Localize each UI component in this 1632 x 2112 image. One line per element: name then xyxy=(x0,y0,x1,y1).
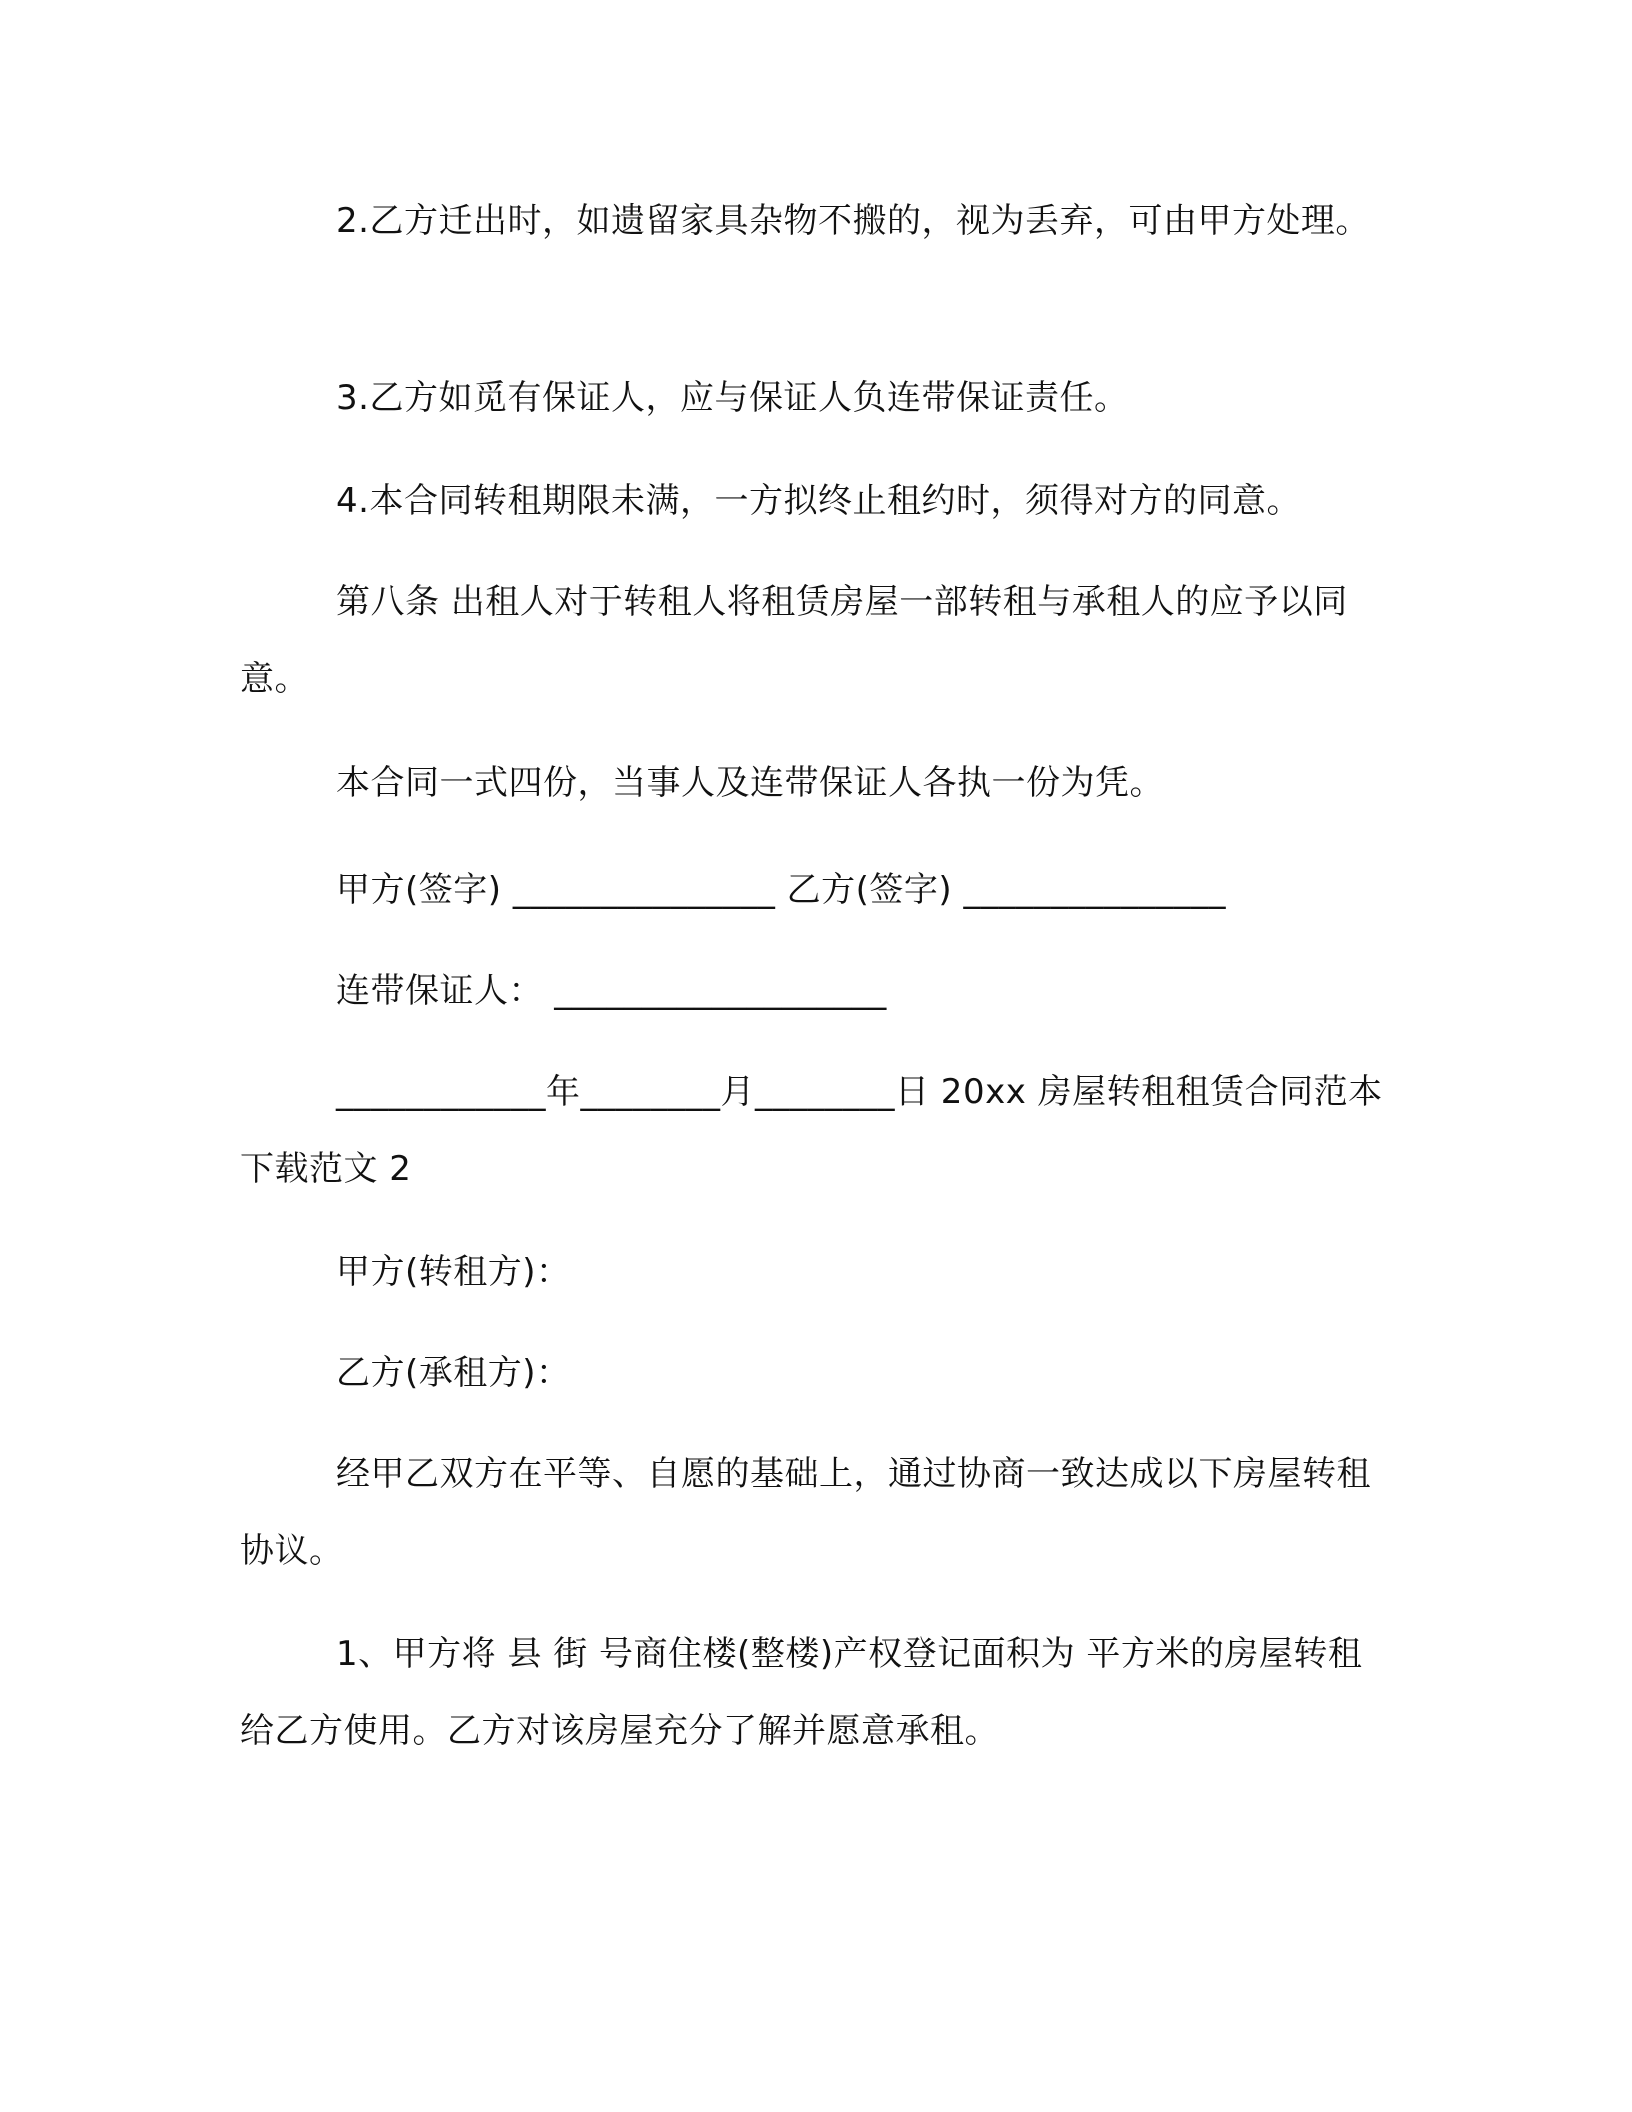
paragraph-item-1: 1、甲方将 县 街 号商住楼(整楼)产权登记面积为 平方米的房屋转租给乙方使用。乙方对该房屋充分了解并愿意承租。 xyxy=(240,1634,1363,1751)
date-line-and-title: ____________年________月________日 20xx 房屋转租租赁合同范本下载范文 2 xyxy=(240,1072,1383,1189)
signature-line-parties: 甲方(签字) _______________ 乙方(签字) _______________ xyxy=(336,870,1226,910)
paragraph-clause-3: 3.乙方如觅有保证人，应与保证人负连带保证责任。 xyxy=(336,378,1129,418)
paragraph-article-8: 第八条 出租人对于转租人将租赁房屋一部转租与承租人的应予以同意。 xyxy=(240,582,1348,699)
paragraph-clause-2: 2.乙方迁出时，如遗留家具杂物不搬的，视为丢弃，可由甲方处理。 xyxy=(336,201,1370,241)
paragraph-copies: 本合同一式四份，当事人及连带保证人各执一份为凭。 xyxy=(336,763,1164,803)
signature-line-guarantor: 连带保证人： ___________________ xyxy=(336,971,887,1011)
paragraph-agreement-intro: 经甲乙双方在平等、自愿的基础上，通过协商一致达成以下房屋转租协议。 xyxy=(240,1454,1371,1571)
paragraph-clause-4: 4.本合同转租期限未满，一方拟终止租约时，须得对方的同意。 xyxy=(336,481,1301,521)
party-a-label: 甲方(转租方)： xyxy=(336,1252,571,1292)
party-b-label: 乙方(承租方)： xyxy=(336,1353,571,1393)
